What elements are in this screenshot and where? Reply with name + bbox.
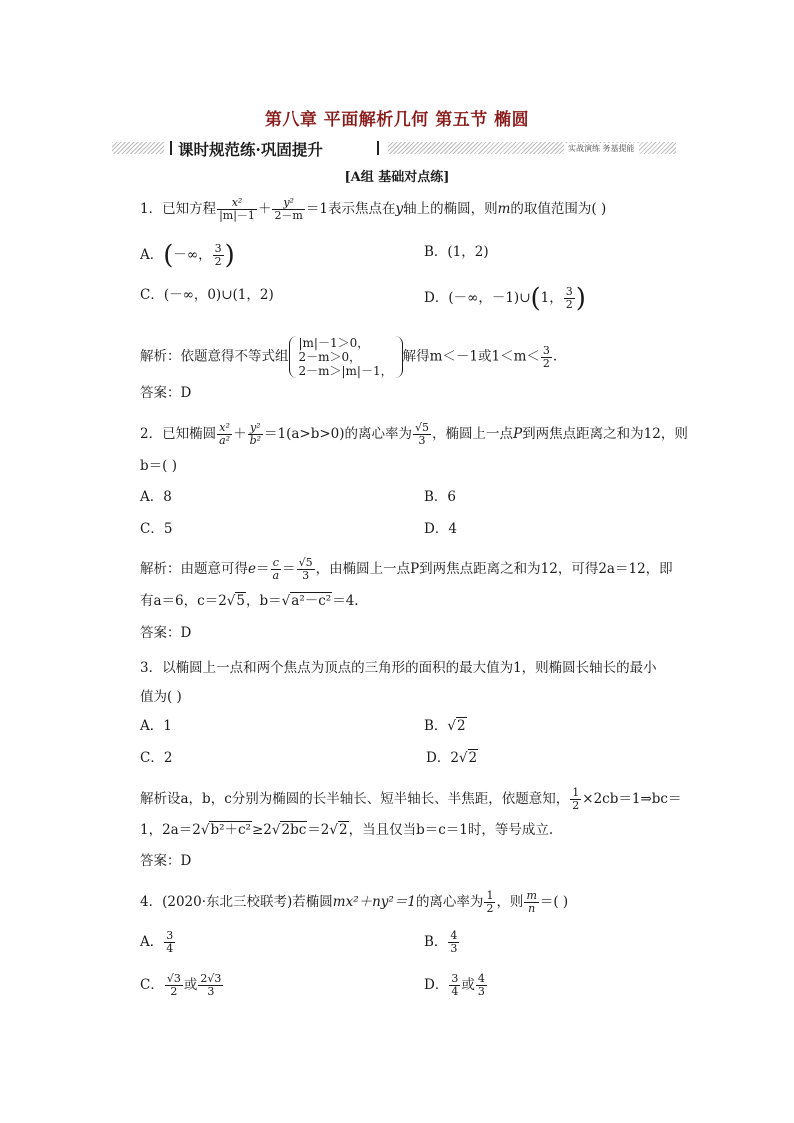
q2-solution-line2: 有a＝6，c＝2√5，b＝√a²－c²＝4.	[140, 593, 359, 609]
q2-option-a[interactable]: A．8	[140, 489, 172, 505]
chapter-title: 第八章 平面解析几何 第五节 椭圆	[264, 110, 530, 130]
q1-frac-y: $\frac{\text{y²}}{2-m}$	[274, 196, 303, 222]
q4-option-b[interactable]: B． $\frac{4}{3}$	[424, 929, 458, 955]
banner-bar-right	[377, 141, 379, 155]
q1-frac-x: $\frac{\text{x²}}{|m|-1}$	[219, 196, 255, 222]
q3-option-d[interactable]: D．2√2	[426, 750, 478, 766]
q3-answer: 答案：D	[140, 853, 192, 869]
q3-stem: 3．以椭圆上一点和两个焦点为顶点的三角形的面积的最大值为1，则椭圆长轴长的最小	[140, 660, 657, 676]
q1-inequality-system: |m|－1＞0， 2－m＞0， 2－m＞|m|－1，	[289, 336, 403, 378]
q3-solution: 解析设a，b，c分别为椭圆的长半轴长、短半轴长、半焦距，依题意知， $\frac{1}{2}$ ×2cb＝1⇒bc＝	[140, 786, 682, 812]
q3-option-b[interactable]: B．√2	[424, 718, 466, 734]
q3-solution-line2: 1，2a＝2√b²＋c²≥2√2bc＝2√2，当且仅当b＝c＝1时，等号成立.	[140, 822, 554, 838]
q4-option-c[interactable]: C． $\frac{√3}{2}$ 或 $\frac{2√3}{3}$	[140, 972, 222, 998]
section-banner	[112, 140, 676, 159]
q3-option-c[interactable]: C．2	[140, 750, 173, 766]
q2-option-c[interactable]: C．5	[140, 521, 173, 537]
banner-bar-left	[170, 141, 172, 155]
q2-option-d[interactable]: D．4	[424, 521, 457, 537]
q1-option-c[interactable]: C．(－∞，0)∪(1，2)	[140, 287, 274, 303]
q1-answer: 答案：D	[140, 385, 192, 401]
q2-solution: 解析：由题意可得e＝ $\frac{c}{a}$ ＝ $\frac{√5}{3}$ ，由椭圆上一点P到两焦点距离之和为12，可得2a＝12，即	[140, 556, 673, 582]
q1-option-d[interactable]: D．(－∞，－1)∪(1， $\frac{3}{2}$ )	[424, 283, 586, 314]
q1-stem: 1．已知方程 $\frac{\text{x²}}{|m|-1}$ ＋ $\frac{\text{y²}}{2-m}$ ＝1表示焦点在y轴上的椭圆，则m的取值范围为( )	[140, 196, 607, 222]
q4-option-a[interactable]: A． $\frac{3}{4}$	[140, 929, 174, 955]
q3-option-a[interactable]: A．1	[140, 718, 172, 734]
group-title: [A组 基础对点练]	[344, 170, 450, 185]
banner-hatch-left	[112, 142, 164, 154]
banner-title: 课时规范练·巩固提升	[178, 140, 323, 159]
q2-option-b[interactable]: B．6	[424, 489, 457, 505]
q3-stem-line2: 值为( )	[140, 689, 182, 705]
q2-answer: 答案：D	[140, 625, 192, 641]
q4-stem: 4．(2020·东北三校联考)若椭圆mx²＋ny²＝1的离心率为 $\frac{1}{2}$ ，则 $\frac{m}{n}$ ＝( )	[140, 889, 569, 915]
q2-stem-line2: b＝( )	[140, 458, 177, 474]
q1-option-b[interactable]: B．(1，2)	[424, 244, 489, 260]
q1-solution: 解析：依题意得不等式组 |m|－1＞0， 2－m＞0， 2－m＞|m|－1， 解得m＜－1或1＜m＜ $\frac{3}{2}$ .	[140, 336, 558, 378]
q2-stem: 2．已知椭圆 $\frac{\text{x²}}{\text{a²}}$ ＋ $\frac{\text{y²}}{\text{b²}}$ ＝1(a>b>0)的离心率为 $\frac{√5}{3}$ ，椭圆上一点P到两焦点距离之和为12，则	[140, 421, 688, 447]
banner-tag: 实战演练 务基提能	[564, 143, 639, 154]
q4-option-d[interactable]: D． $\frac{3}{4}$ 或 $\frac{4}{3}$	[424, 972, 485, 998]
q1-option-a[interactable]: A．(－∞， $\frac{3}{2}$ )	[140, 240, 235, 271]
